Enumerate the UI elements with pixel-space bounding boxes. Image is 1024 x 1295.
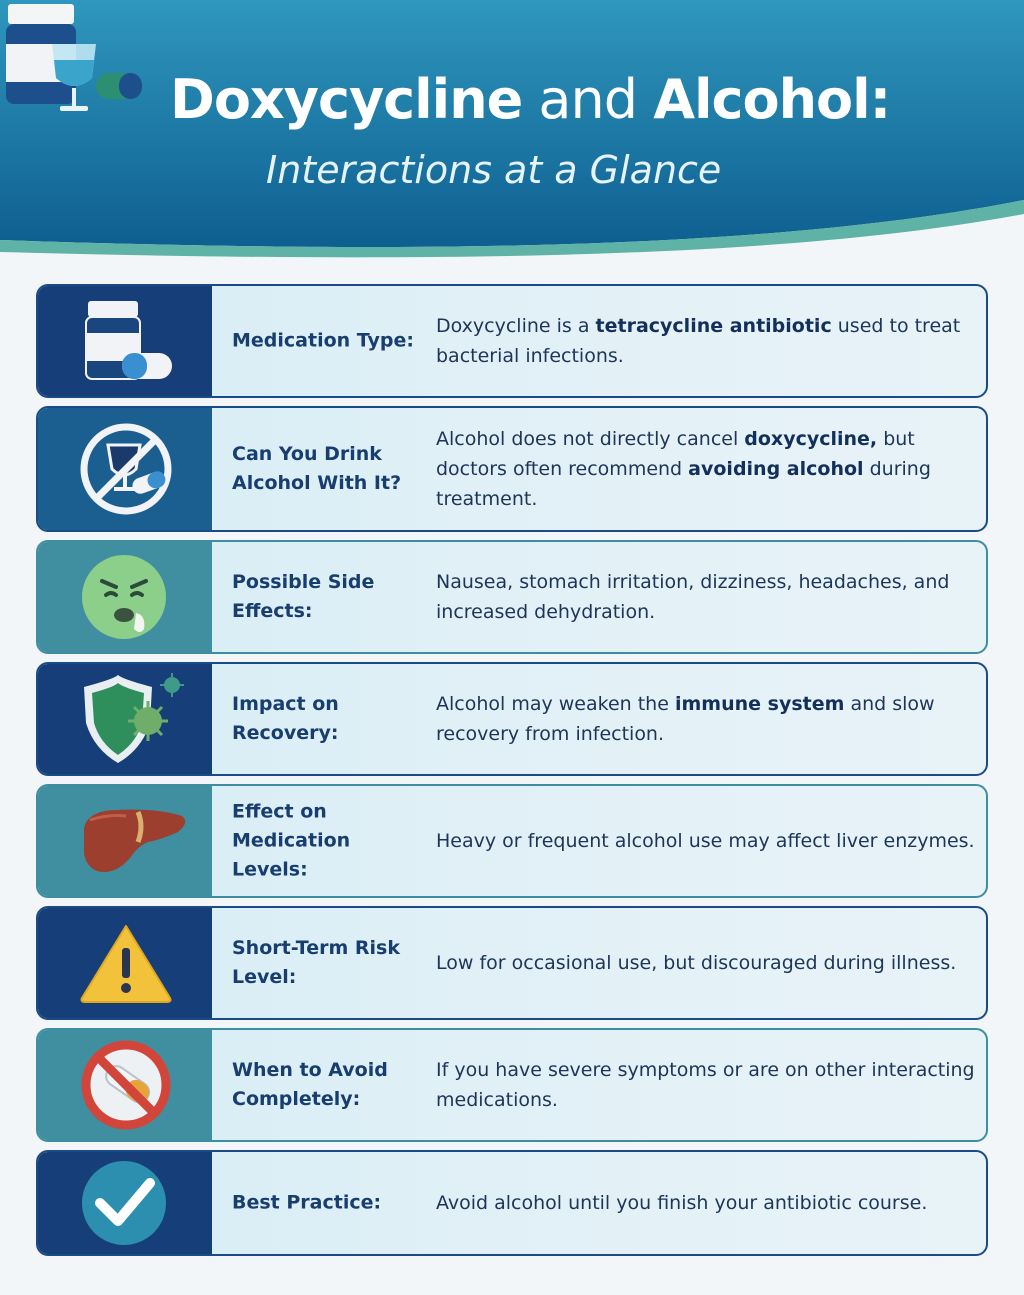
checkmark-icon	[78, 1157, 170, 1249]
row-description: Avoid alcohol until you finish your antibiotic course.	[436, 1192, 928, 1214]
warning-icon	[78, 922, 174, 1004]
row-description: Heavy or frequent alcohol use may affect liver enzymes.	[436, 830, 975, 852]
info-row-when-to-avoid	[36, 1028, 988, 1142]
title-part-alcohol: Alcohol:	[653, 68, 891, 131]
page-subtitle: Interactions at a Glance	[266, 148, 722, 192]
info-row-short-term-risk	[36, 906, 988, 1020]
row-description: Alcohol does not directly cancel doxycycline, but doctors often recommend avoiding alcohol during treatment.	[436, 428, 931, 510]
info-row-can-you-drink	[36, 406, 988, 532]
row-label: Effect on Medication Levels:	[232, 800, 351, 881]
no-alcohol-icon	[78, 421, 174, 517]
no-pills-icon	[78, 1037, 174, 1133]
pill-bottle-icon	[78, 299, 174, 383]
row-icon-panel	[38, 786, 212, 896]
title-part-doxycycline: Doxycycline	[170, 68, 523, 131]
row-label: Short-Term Risk Level:	[232, 937, 401, 988]
row-icon-panel	[38, 908, 212, 1018]
info-row-medication-levels	[36, 784, 988, 898]
row-icon-panel	[38, 1152, 212, 1254]
row-icon-panel	[38, 408, 212, 530]
row-label: Medication Type:	[232, 329, 414, 352]
row-label: Impact on Recovery:	[232, 693, 339, 744]
info-row-best-practice	[36, 1150, 988, 1256]
row-icon-panel	[38, 542, 212, 652]
row-description: Low for occasional use, but discouraged during illness.	[436, 952, 957, 974]
page-title	[170, 68, 890, 131]
row-description: If you have severe symptoms or are on other interacting medications.	[436, 1059, 975, 1111]
title-part-and: and	[522, 68, 654, 131]
info-row-impact-on-recovery	[36, 662, 988, 776]
info-row-side-effects	[36, 540, 988, 654]
row-label: When to Avoid Completely:	[232, 1059, 388, 1110]
row-label: Best Practice:	[232, 1191, 382, 1214]
row-description: Alcohol may weaken the immune system and slow recovery from infection.	[436, 693, 935, 745]
row-description: Doxycycline is a tetracycline antibiotic used to treat bacterial infections.	[436, 315, 961, 367]
medicine-bottle-wine-glass-icon	[0, 0, 144, 120]
sick-face-icon	[78, 551, 170, 643]
info-row-medication-type	[36, 284, 988, 398]
row-label: Possible Side Effects:	[232, 571, 375, 622]
row-description: Nausea, stomach irritation, dizziness, headaches, and increased dehydration.	[436, 571, 950, 623]
row-label: Can You Drink Alcohol With It?	[232, 443, 402, 494]
row-icon-panel	[38, 664, 212, 774]
row-icon-panel	[38, 286, 212, 396]
liver-icon	[78, 806, 190, 876]
header-banner	[0, 0, 1024, 260]
shield-virus-icon	[78, 673, 190, 765]
row-icon-panel	[38, 1030, 212, 1140]
